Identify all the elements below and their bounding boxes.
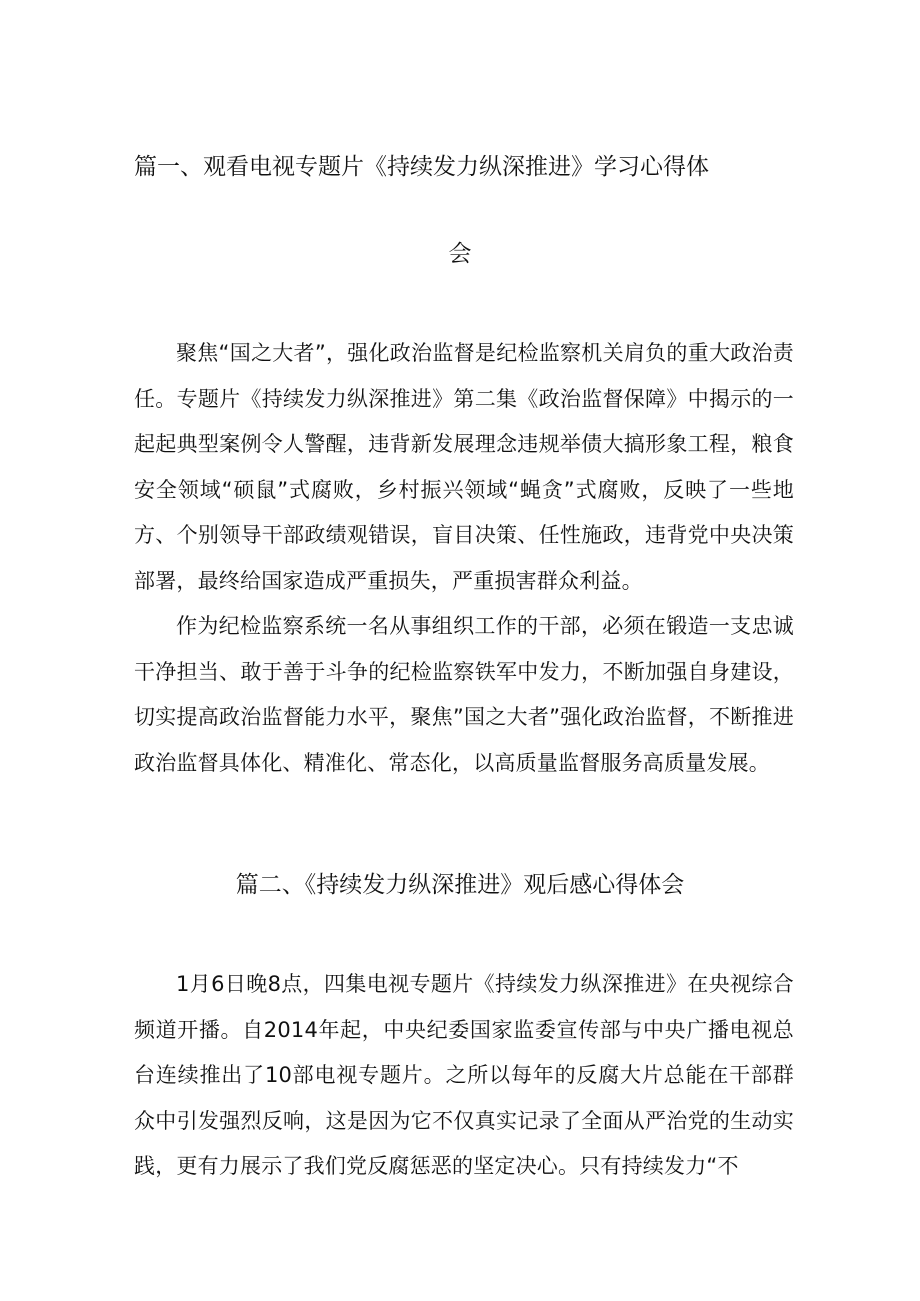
section1-title: 篇一、观看电视专题片《持续发力纵深推进》学习心得体 — [134, 154, 709, 180]
section1-title-continued: 会 — [448, 241, 472, 267]
section2-paragraph-1: 1月6日晚8点，四集电视专题片《持续发力纵深推进》在央视综合频道开播。自2014年起，中央纪委国家监委宣传部与中央广播电视总台连续推出了10部电视专题片。之所以每年的反腐大片总能在干部群众中引发强烈反响，这是因为它不仅真实记录了全面从严治党的生动实践，更有力展示了我们党反腐惩恶的坚定决心。只有持续发力“不 — [134, 972, 794, 1178]
section1-paragraph-1: 聚焦“国之大者”，强化政治监督是纪检监察机关肩负的重大政治责任。专题片《持续发力纵深推进》第二集《政治监督保障》中揭示的一起起典型案例令人警醒，违背新发展理念违规举债大搞形象工程，粮食安全领域“硕鼠”式腐败，乡村振兴领域“蝇贪”式腐败，反映了一些地方、个别领导干部政绩观错误，盲目决策、任性施政，违背党中央决策部署，最终给国家造成严重损失，严重损害群众利益。 — [134, 341, 794, 593]
section2-title: 篇二、《持续发力纵深推进》观后感心得体会 — [235, 872, 685, 898]
section1-paragraph-2: 作为纪检监察系统一名从事组织工作的干部，必须在锻造一支忠诚干净担当、敢于善于斗争的纪检监察铁军中发力，不断加强自身建设，切实提高政治监督能力水平，聚焦”国之大者”强化政治监督，不断推进政治监督具体化、精准化、常态化，以高质量监督服务高质量发展。 — [134, 614, 794, 775]
